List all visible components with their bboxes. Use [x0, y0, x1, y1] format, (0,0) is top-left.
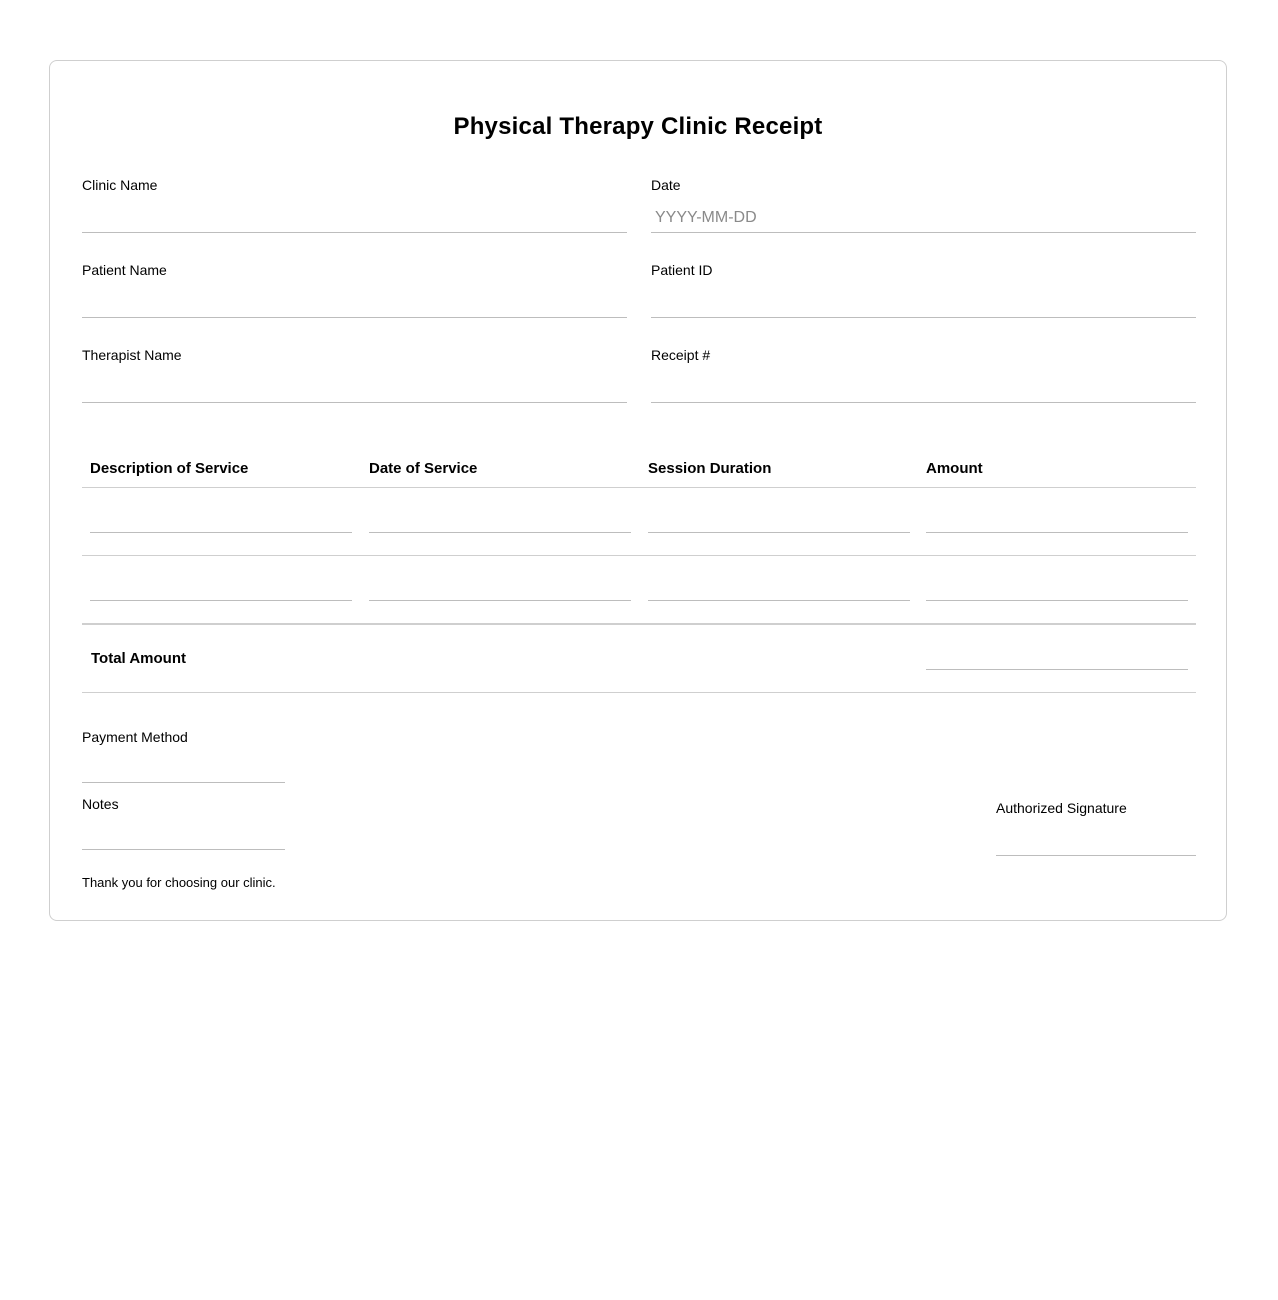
receipt-card [49, 60, 1227, 921]
therapist-name-input[interactable] [82, 373, 627, 403]
total-amount-input[interactable] [926, 642, 1188, 670]
payment-method-label: Payment Method [82, 729, 188, 745]
receipt-number-field [651, 347, 1196, 363]
authorized-signature-input[interactable] [996, 828, 1196, 856]
table-header-divider [82, 487, 1196, 488]
patient-name-label: Patient Name [82, 262, 167, 278]
patient-id-label: Patient ID [651, 262, 713, 278]
date-input[interactable] [651, 203, 1196, 233]
patient-name-field [82, 262, 627, 278]
row1-duration-input[interactable] [648, 505, 910, 533]
receipt-number-label: Receipt # [651, 347, 711, 363]
header-session-duration: Session Duration [648, 460, 772, 477]
patient-id-field [651, 262, 1196, 278]
notes-label: Notes [82, 796, 119, 812]
row2-date-input[interactable] [369, 573, 631, 601]
patient-id-input[interactable] [651, 288, 1196, 318]
therapist-name-field [82, 347, 627, 363]
row1-date-input[interactable] [369, 505, 631, 533]
table-total-divider [82, 623, 1196, 625]
clinic-name-input[interactable] [82, 203, 627, 233]
row2-description-input[interactable] [90, 573, 352, 601]
receipt-number-input[interactable] [651, 373, 1196, 403]
row2-duration-input[interactable] [648, 573, 910, 601]
date-field [651, 177, 1196, 193]
clinic-name-field [82, 177, 627, 193]
patient-name-input[interactable] [82, 288, 627, 318]
footer-thanks: Thank you for choosing our clinic. [82, 875, 276, 890]
header-date-of-service: Date of Service [369, 460, 478, 477]
date-label: Date [651, 177, 681, 193]
total-amount-label: Total Amount [91, 650, 186, 667]
row1-description-input[interactable] [90, 505, 352, 533]
therapist-name-label: Therapist Name [82, 347, 182, 363]
authorized-signature-label: Authorized Signature [996, 800, 1127, 816]
table-bottom-divider [82, 692, 1196, 693]
page-title: Physical Therapy Clinic Receipt [453, 113, 823, 140]
row2-amount-input[interactable] [926, 573, 1188, 601]
table-row-divider [82, 555, 1196, 556]
row1-amount-input[interactable] [926, 505, 1188, 533]
payment-method-input[interactable] [82, 755, 285, 783]
header-description: Description of Service [90, 460, 249, 477]
clinic-name-label: Clinic Name [82, 177, 158, 193]
notes-input[interactable] [82, 822, 285, 850]
header-amount: Amount [926, 460, 983, 477]
